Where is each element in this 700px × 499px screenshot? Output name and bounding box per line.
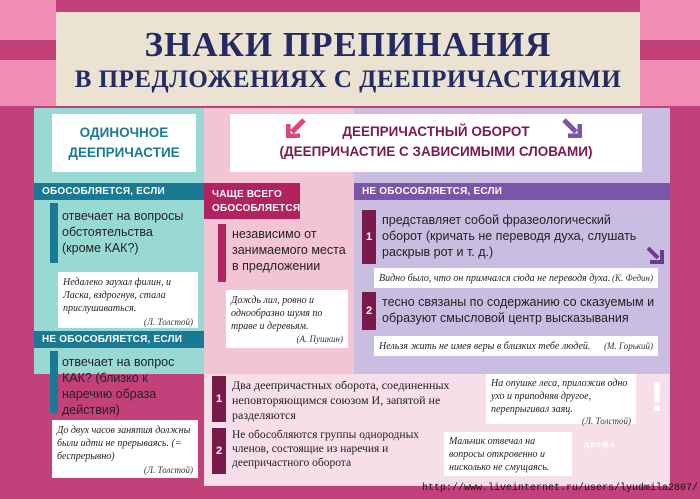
single-nosep-marker [50, 351, 58, 413]
mostly-marker [218, 224, 226, 282]
notsep-item1-rule: представляет собой фразеологический оборот (кричать не переводя духа, слушать раскрыв рот и т. д.) [382, 213, 637, 259]
bottom-item1-number: 1 [212, 376, 226, 422]
notsep-item2-example-box [374, 336, 658, 356]
mostly-rule: независимо от занимаемого места в предложении [232, 227, 346, 273]
title-panel [56, 12, 640, 106]
single-sep-example-box [58, 272, 198, 328]
single-nosep-example-box [52, 420, 198, 478]
arrow-down-right-icon [646, 246, 664, 264]
single-heading [52, 114, 196, 172]
single-nosep-rule: отвечает на вопрос КАК? (близко к наречию образа действия) [62, 355, 175, 417]
single-nosep-example: До двух часов занятия должны были идти не прерываясь. (= беспрерывно) [57, 425, 191, 462]
mostly-header-line2: ОБОСОБЛЯЕТСЯ [212, 202, 301, 214]
bottom-item1-rule: Два деепричастных оборота, соединенных неповторяющимся союзом И, запятой не разделяются [232, 378, 450, 422]
title-line2: В ПРЕДЛОЖЕНИЯХ С ДЕЕПРИЧАСТИЯМИ [74, 66, 622, 93]
mostly-header-line1: ЧАЩЕ ВСЕГО [212, 188, 282, 200]
phrase-heading-line1: ДЕЕПРИЧАСТНЫЙ ОБОРОТ [342, 124, 530, 139]
bottom-item2-example-box [444, 432, 572, 476]
notsep-item2-author: (М. Горький) [604, 341, 653, 351]
single-sep-rule: отвечает на вопросы обстоятельства (кроме КАК?) [62, 209, 184, 255]
phrase-heading-line2: (ДЕЕПРИЧАСТИЕ С ЗАВИСИМЫМИ СЛОВАМИ) [279, 144, 593, 159]
mostly-header [204, 183, 300, 219]
decor-tile [0, 60, 56, 106]
bottom-item1-example-box [486, 374, 636, 424]
publisher-logo: дрофа [584, 440, 616, 449]
decor-tile [640, 0, 700, 40]
single-sep-author: (Л. Толстой) [143, 317, 193, 327]
bottom-item1-author: (Л. Толстой) [581, 416, 631, 426]
notsep-item2-rule: тесно связаны по содержанию со сказуемым и образуют смысловой центр высказывания [382, 295, 655, 325]
mostly-author: (А. Пушкин) [296, 334, 343, 344]
decor-tile [640, 60, 700, 106]
single-sep-marker [50, 203, 58, 263]
notsep-item1-example-box [374, 268, 658, 288]
mostly-example-box [226, 290, 348, 348]
arrow-down-left-icon [286, 118, 306, 138]
single-sep-header: ОБОСОБЛЯЕТСЯ, ЕСЛИ [34, 183, 204, 200]
bottom-item1-example: На опушке леса, приложив одно ухо и приподняв другое, перепрыгивал заяц. [491, 378, 628, 415]
notsep-item2-example: Нельзя жить не имея веры в близких тебе людей. [379, 340, 591, 352]
title-line1: ЗНАКИ ПРЕПИНАНИЯ [144, 25, 552, 64]
single-sep-example: Недалеко заухал филин, и Ласка, вздрогнув, стала прислушиваться. [63, 277, 171, 314]
watermark-url: http://www.liveinternet.ru/users/lyudmila2807/ [421, 483, 698, 494]
notsep-item2-number: 2 [362, 292, 376, 330]
single-nosep-header: НЕ ОБОСОБЛЯЕТСЯ, ЕСЛИ [34, 331, 204, 348]
bottom-item2-rule: Не обособляются группы однородных членов, состоящие из наречия и деепричастного оборота [232, 429, 420, 469]
arrow-down-right-icon [562, 118, 582, 138]
exclaim-mark: ! [650, 373, 664, 420]
notsep-item1-example: Видно было, что он примчался сюда не переводя духа. [379, 272, 611, 284]
bottom-item2-number: 2 [212, 428, 226, 474]
mostly-example: Дождь лил, ровно и однообразно шумя по траве и деревьям. [231, 295, 323, 332]
notsep-header: НЕ ОБОСОБЛЯЕТСЯ, ЕСЛИ [354, 183, 670, 200]
single-heading-line2: ДЕЕПРИЧАСТИЕ [68, 145, 180, 160]
bottom-item2-example: Мальчик отвечал на вопросы откровенно и нисколько не смущаясь. [449, 436, 550, 473]
notsep-item1-number: 1 [362, 210, 376, 264]
notsep-item1-author: (К. Федин) [612, 273, 653, 283]
single-heading-line1: ОДИНОЧНОЕ [79, 125, 169, 140]
decor-tile [0, 0, 56, 40]
single-nosep-author: (Л. Толстой) [143, 465, 193, 475]
